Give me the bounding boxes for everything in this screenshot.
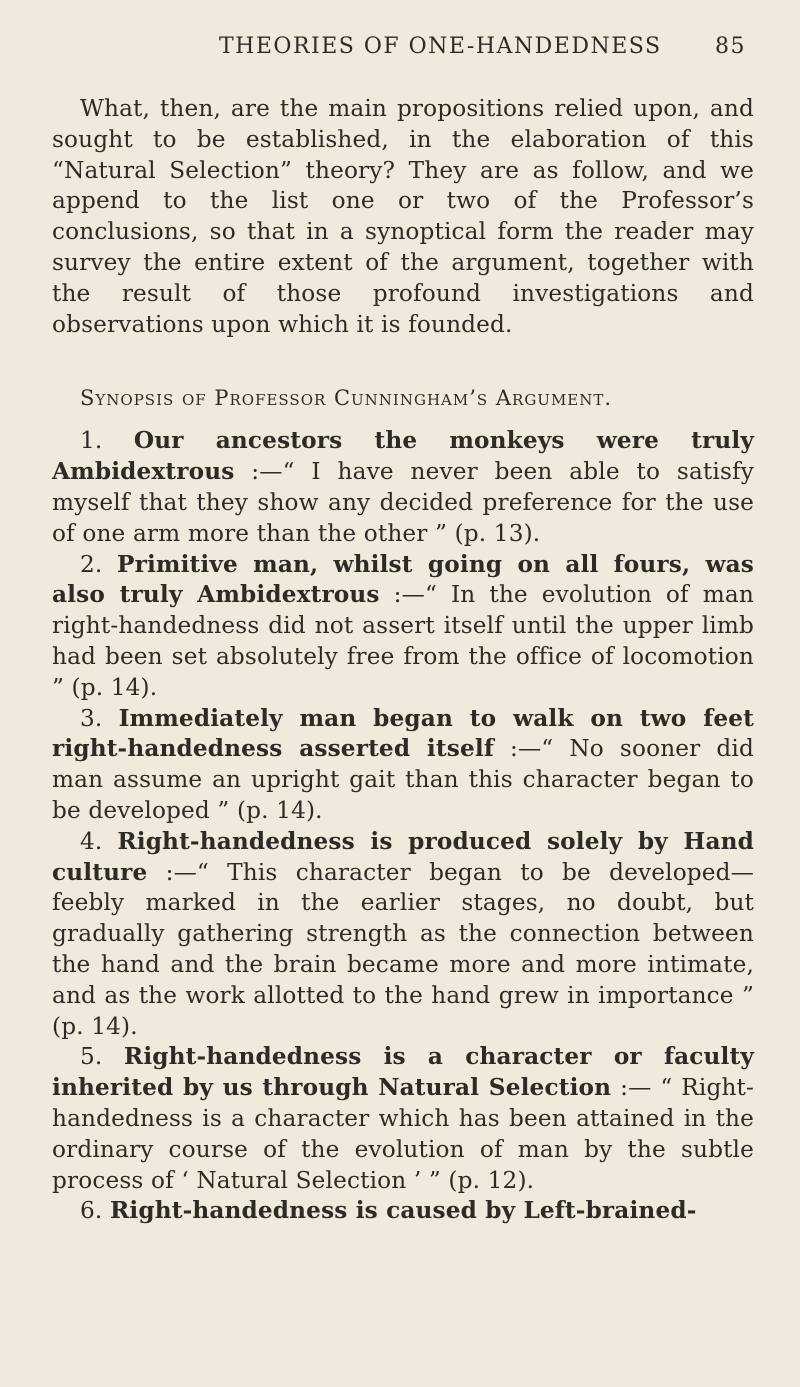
item-number: 3. [80, 704, 103, 732]
item-heading: Our ancestors the monkeys were truly Ambidextrous [52, 427, 754, 486]
item-number: 6. [80, 1197, 103, 1225]
item-heading: Right-handedness is produced solely by Hand culture [52, 827, 754, 886]
item-text: :—“ In the evolution of man right-handedness did not assert itself until the upper limb had been set absolutely free from the office of locomotion ” (p. 14). [52, 581, 754, 701]
running-head [52, 34, 754, 86]
item-heading: Right-handedness is caused by Left-brained- [109, 1197, 697, 1225]
synopsis-heading: Synopsis of Professor Cunningham’s Argument. [80, 386, 613, 411]
item-number: 5. [80, 1043, 103, 1071]
item-text: :—“ This character began to be developed— feebly marked in the earlier stages, no doubt, but gradually gathering strength as the connection between the hand and the brain became more and more intimate, and as the work allotted to the hand grew in importance ” (p. 14). [52, 858, 754, 1040]
intro-paragraph: What, then, are the main propositions relied upon, and sought to be established, in the elaboration of this “Natural Selection” theory? They are as follow, and we append to the list one or two of the Professor’s conclusions, so that in a synoptical form the reader may survey the entire extent of the argument, together with the result of those profound investigations and observations upon which it is founded. [52, 95, 754, 338]
synopsis-item-5 [52, 1042, 754, 1196]
item-heading: Right-handedness is a character or faculty inherited by us through Natural Selection [52, 1043, 754, 1102]
item-heading: Immediately man began to walk on two feet right-handedness asserted itself [52, 704, 754, 763]
synopsis-item-3 [52, 704, 754, 827]
item-number: 2. [80, 550, 103, 578]
page-number: 85 [715, 34, 746, 59]
synopsis-item-2 [52, 550, 754, 704]
item-number: 4. [80, 827, 103, 855]
synopsis-item-1 [52, 426, 754, 549]
running-title: THEORIES OF ONE-HANDEDNESS [219, 34, 662, 59]
item-number: 1. [80, 427, 103, 455]
item-text: :—“ I have never been able to satisfy myself that they show any decided preference for the use of one arm more than the other ” (p. 13). [52, 458, 754, 547]
item-text: :— “ Right-handedness is a character which has been attained in the ordinary course of the evolution of man by the subtle process of ‘ Natural Selection ’ ” (p. 12). [52, 1074, 754, 1194]
item-text: :—“ No sooner did man assume an upright gait than this character began to be developed ” (p. 14). [52, 735, 754, 824]
synopsis-item-4 [52, 827, 754, 1043]
synopsis-item-6 [52, 1196, 754, 1227]
item-heading: Primitive man, whilst going on all fours, was also truly Ambidextrous [52, 550, 754, 609]
